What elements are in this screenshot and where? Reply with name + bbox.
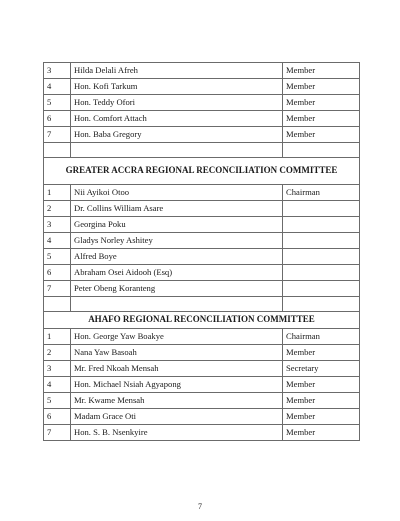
greater-accra-heading: GREATER ACCRA REGIONAL RECONCILIATION COMMITTEE (44, 158, 360, 185)
table-row (44, 217, 360, 233)
table-row (44, 63, 360, 79)
member-role (283, 265, 360, 281)
blank-row (44, 297, 360, 312)
member-name: Alfred Boye (71, 249, 283, 265)
ahafo-heading: AHAFO REGIONAL RECONCILIATION COMMITTEE (44, 312, 360, 329)
member-role: Chairman (283, 329, 360, 345)
member-name: Hon. Baba Gregory (71, 127, 283, 143)
member-name: Hilda Delali Afreh (71, 63, 283, 79)
member-role: Member (283, 409, 360, 425)
row-number: 5 (44, 95, 71, 111)
member-role: Member (283, 63, 360, 79)
member-name: Mr. Fred Nkoah Mensah (71, 361, 283, 377)
row-number: 4 (44, 377, 71, 393)
member-name: Georgina Poku (71, 217, 283, 233)
committee-table-body (44, 63, 360, 441)
committee-table (43, 62, 360, 441)
table-row (44, 361, 360, 377)
member-name: Hon. Michael Nsiah Agyapong (71, 377, 283, 393)
row-number: 1 (44, 329, 71, 345)
member-name: Hon. S. B. Nsenkyire (71, 425, 283, 441)
member-role (283, 217, 360, 233)
member-role: Chairman (283, 185, 360, 201)
member-role (283, 233, 360, 249)
table-row (44, 393, 360, 409)
row-number: 6 (44, 265, 71, 281)
member-role: Member (283, 111, 360, 127)
table-row (44, 425, 360, 441)
member-name: Gladys Norley Ashitey (71, 233, 283, 249)
member-name: Hon. Kofi Tarkum (71, 79, 283, 95)
blank-row (44, 143, 360, 158)
row-number: 7 (44, 281, 71, 297)
row-number: 5 (44, 393, 71, 409)
row-number: 3 (44, 217, 71, 233)
member-role: Member (283, 95, 360, 111)
member-role (283, 201, 360, 217)
member-name: Abraham Osei Aidooh (Esq) (71, 265, 283, 281)
member-name: Mr. Kwame Mensah (71, 393, 283, 409)
member-role (283, 281, 360, 297)
member-role: Member (283, 345, 360, 361)
row-number: 7 (44, 425, 71, 441)
table-row (44, 233, 360, 249)
member-name: Nii Ayikoi Otoo (71, 185, 283, 201)
section-header-row (44, 312, 360, 329)
table-row (44, 329, 360, 345)
table-row (44, 377, 360, 393)
row-number: 4 (44, 79, 71, 95)
table-row (44, 265, 360, 281)
section-header-row (44, 158, 360, 185)
member-name: Hon. Comfort Attach (71, 111, 283, 127)
table-row (44, 127, 360, 143)
row-number: 3 (44, 63, 71, 79)
member-role: Member (283, 425, 360, 441)
member-role (283, 249, 360, 265)
row-number: 1 (44, 185, 71, 201)
row-number: 4 (44, 233, 71, 249)
table-row (44, 345, 360, 361)
row-number: 3 (44, 361, 71, 377)
member-role: Member (283, 393, 360, 409)
member-name: Nana Yaw Basoah (71, 345, 283, 361)
member-name: Dr. Collins William Asare (71, 201, 283, 217)
row-number: 2 (44, 201, 71, 217)
row-number: 2 (44, 345, 71, 361)
table-row (44, 201, 360, 217)
table-row (44, 79, 360, 95)
table-row (44, 185, 360, 201)
table-row (44, 111, 360, 127)
member-role: Secretary (283, 361, 360, 377)
row-number: 6 (44, 409, 71, 425)
member-role: Member (283, 79, 360, 95)
member-name: Hon. Teddy Ofori (71, 95, 283, 111)
row-number: 7 (44, 127, 71, 143)
member-name: Peter Obeng Koranteng (71, 281, 283, 297)
member-name: Hon. George Yaw Boakye (71, 329, 283, 345)
table-row (44, 249, 360, 265)
member-name: Madam Grace Oti (71, 409, 283, 425)
table-row (44, 281, 360, 297)
member-role: Member (283, 127, 360, 143)
table-row (44, 409, 360, 425)
member-role: Member (283, 377, 360, 393)
row-number: 5 (44, 249, 71, 265)
table-row (44, 95, 360, 111)
page-number: 7 (198, 502, 202, 511)
row-number: 6 (44, 111, 71, 127)
